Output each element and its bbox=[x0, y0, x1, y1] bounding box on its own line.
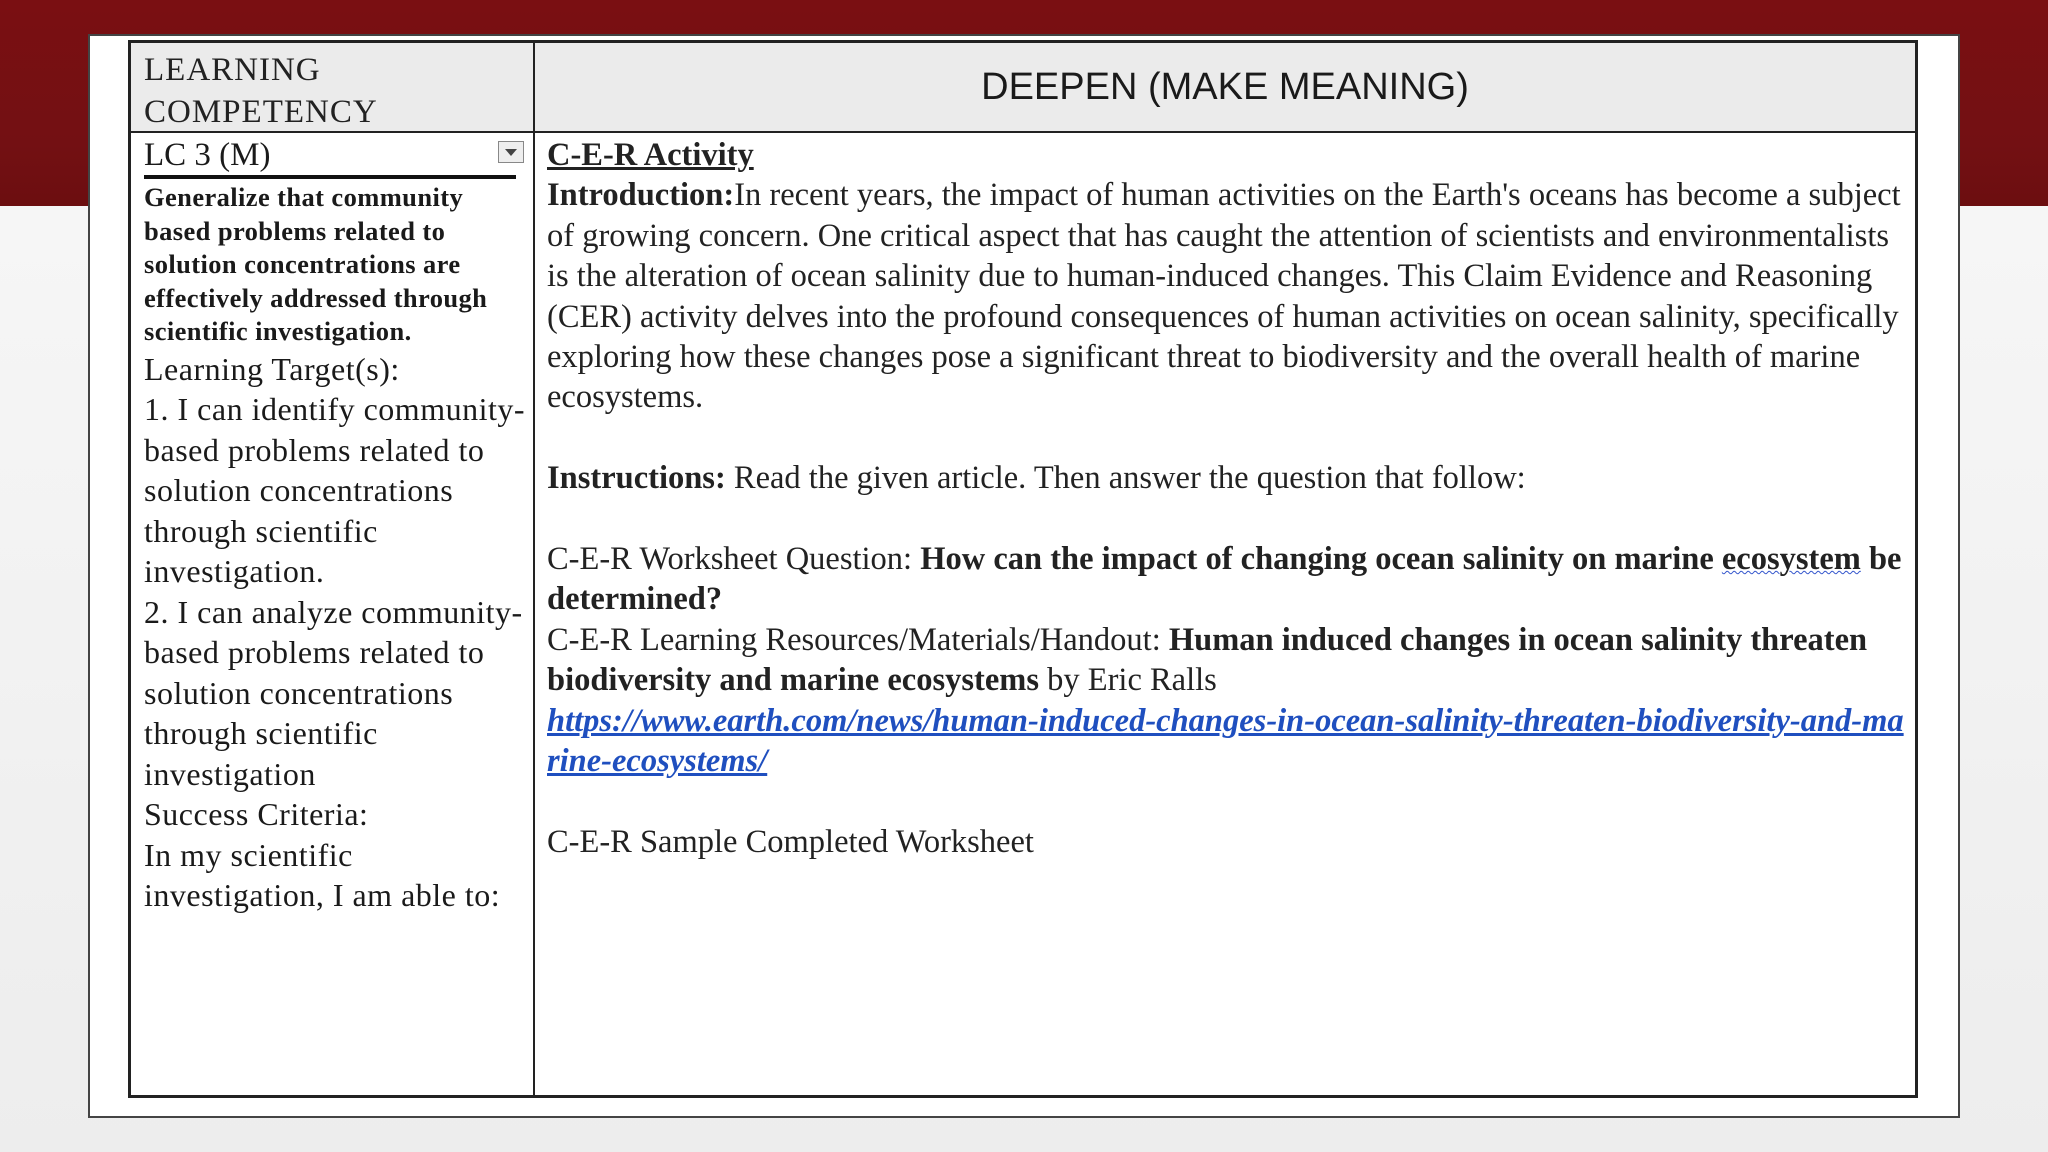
success-criteria-text: In my scientific investigation, I am able to: bbox=[144, 836, 501, 913]
instructions-label: Instructions: bbox=[547, 460, 726, 497]
deepen-column bbox=[547, 135, 1907, 862]
question-text-2: be determined? bbox=[547, 541, 1902, 618]
article-link[interactable]: https://www.earth.com/news/human-induced-changes-in-ocean-salinity-threaten-biodiversity-and-marine-ecosystems/ bbox=[547, 702, 1904, 780]
question-prefix: C-E-R Worksheet Question: bbox=[547, 541, 921, 578]
chevron-down-icon[interactable] bbox=[498, 141, 524, 163]
instructions-paragraph bbox=[547, 458, 1907, 498]
introduction-text: In recent years, the impact of human activities on the Earth's oceans has become a subject of growing concern. One critical aspect that has caught the attention of scientists and environmentalists is the alteration of ocean salinity due to human-induced changes. This Claim Evidence and Reasoning (CER) activity delves into the profound consequences of human activities on ocean salinity, specifically exploring how these changes pose a significant threat to biodiversity and the overall health of marine ecosystems. bbox=[547, 177, 1901, 416]
learning-target-1: 1. I can identify community-based problems related to solution concentrations through scientific investigation. bbox=[144, 391, 526, 589]
worksheet-question bbox=[547, 539, 1907, 620]
column-divider bbox=[533, 43, 535, 1095]
lc-code: LC 3 (M) bbox=[144, 137, 271, 173]
lc-selector[interactable] bbox=[144, 135, 516, 179]
instructions-text: Read the given article. Then answer the question that follow: bbox=[725, 460, 1526, 497]
resources-author: by Eric Ralls bbox=[1038, 662, 1217, 699]
learning-competency-column bbox=[144, 135, 529, 916]
lesson-table bbox=[128, 40, 1918, 1098]
success-criteria-label: Success Criteria: bbox=[144, 796, 369, 832]
header-learning-competency: LEARNING COMPETENCY bbox=[144, 52, 378, 130]
activity-title: C-E-R Activity bbox=[547, 137, 754, 173]
resources-title: Human induced changes in ocean salinity threaten biodiversity and marine ecosystems bbox=[547, 621, 1868, 699]
introduction-paragraph bbox=[547, 175, 1907, 417]
competency-statement: Generalize that community based problems related to solution concentrations are effectively addressed through scientific investigation. bbox=[144, 182, 488, 346]
header-deepen: DEEPEN (MAKE MEANING) bbox=[981, 65, 1469, 108]
learning-target-2: 2. I can analyze community-based problems related to solution concentrations through scientific investigation bbox=[144, 593, 523, 792]
resources-prefix: C-E-R Learning Resources/Materials/Handout: bbox=[547, 621, 1169, 658]
question-text-1: How can the impact of changing ocean salinity on marine bbox=[920, 541, 1722, 578]
learning-targets-label: Learning Target(s): bbox=[144, 350, 400, 387]
learning-resources bbox=[547, 620, 1907, 701]
document-page bbox=[88, 34, 1960, 1118]
question-misspelled-word: ecosystem bbox=[1721, 541, 1861, 578]
sample-worksheet: C-E-R Sample Completed Worksheet bbox=[547, 823, 1034, 860]
introduction-label: Introduction: bbox=[547, 177, 735, 214]
